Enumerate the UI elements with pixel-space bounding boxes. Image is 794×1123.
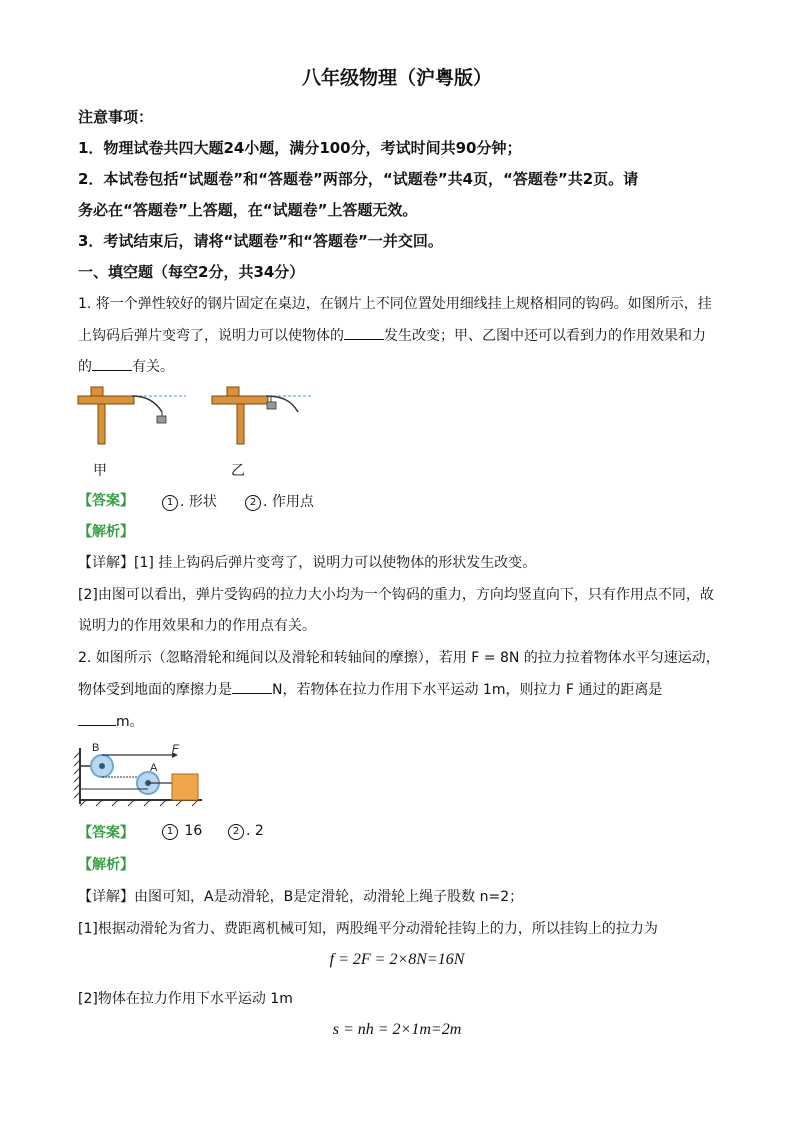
q1-line-1: 1. 将一个弹性较好的钢片固定在桌边，在钢片上不同位置处用细线挂上规格相同的钩码。如图所示，挂 xyxy=(78,296,712,312)
q2-equation-2: s = nh = 2×1m=2m xyxy=(332,1021,462,1038)
q2-line-3 xyxy=(78,711,144,731)
q1-figure-label-jia: 甲 xyxy=(93,463,107,479)
q1-answer-2-num: 2 xyxy=(245,495,261,511)
q2-figure-label-a: A xyxy=(150,762,158,774)
notes-item-2a: 2．本试卷包括“试题卷”和“答题卷”两部分，“试题卷”共4页，“答题卷”共2页。请 xyxy=(78,170,639,188)
q1-line-3b: 有关。 xyxy=(132,359,174,375)
q1-figure-jia xyxy=(78,387,186,444)
q1-answer-2: 2 . 作用点 xyxy=(245,491,314,511)
q2-answer-2: 2 . 2 xyxy=(228,823,264,840)
page-title: 八年级物理（沪粤版） xyxy=(301,67,492,89)
q2-answer-1-text: 16 xyxy=(184,823,203,839)
notes-item-3: 3．考试结束后，请将“试题卷”和“答题卷”一并交回。 xyxy=(78,232,443,250)
q2-equation-1: f = 2F = 2×8N=16N xyxy=(329,951,465,968)
notes-item-2b: 务必在“答题卷”上答题，在“试题卷”上答题无效。 xyxy=(78,201,418,219)
q2-answer-label: 【答案】 xyxy=(78,825,134,841)
q2-line-1: 2. 如图所示（忽略滑轮和绳间以及滑轮和转轴间的摩擦），若用 F = 8N 的拉力拉着物体水平匀速运动， xyxy=(78,650,720,666)
q2-answer-1 xyxy=(162,823,202,840)
q2-figure-label-b: B xyxy=(92,742,100,754)
q2-line-2b: N，若物体在拉力作用下水平运动 1m，则拉力 F 通过的距离是 xyxy=(272,682,663,698)
q1-blank-1 xyxy=(344,339,384,340)
q2-blank-2 xyxy=(78,725,116,726)
q2-answer-1-num: 1 xyxy=(162,824,178,840)
q2-analysis-label: 【解析】 xyxy=(78,857,134,873)
q1-detail-1: 【详解】[1] 挂上钩码后弹片变弯了，说明力可以使物体的形状发生改变。 xyxy=(78,555,537,571)
q2-answer-2-num: 2 xyxy=(228,824,244,840)
q1-answer-1-num: 1 xyxy=(162,495,178,511)
q2-answer-2-text: 2 xyxy=(254,823,264,839)
notes-heading: 注意事项： xyxy=(78,108,154,126)
q1-line-3 xyxy=(78,356,174,376)
q1-line-3a: 的 xyxy=(78,359,92,375)
q1-figure-label-yi: 乙 xyxy=(231,463,245,479)
q1-answer-label: 【答案】 xyxy=(78,493,134,509)
q1-line-2 xyxy=(78,325,706,345)
q2-line-2a: 物体受到地面的摩擦力是 xyxy=(78,682,232,698)
q1-answer-1: 1 . 形状 xyxy=(162,491,217,511)
q1-detail-2b: 说明力的作用效果和力的作用点有关。 xyxy=(78,618,316,634)
q2-pulley-figure xyxy=(72,738,212,808)
q1-answer-2-text: 作用点 xyxy=(271,494,314,510)
q2-detail-2: [2]物体在拉力作用下水平运动 1m xyxy=(78,991,293,1007)
q1-figure xyxy=(76,382,316,448)
q2-line-3-text: m。 xyxy=(116,714,144,730)
q2-detail-1: [1]根据动滑轮为省力、费距离机械可知，两股绳平分动滑轮挂钩上的力，所以挂钩上的拉力为 xyxy=(78,921,658,937)
q1-detail-2a: [2]由图可以看出，弹片受钩码的拉力大小均为一个钩码的重力，方向均竖直向下，只有作用点不同，故 xyxy=(78,587,714,603)
q2-line-2 xyxy=(78,679,662,699)
q1-figure-yi xyxy=(212,387,312,444)
q1-blank-2 xyxy=(92,370,132,371)
q1-analysis-label: 【解析】 xyxy=(78,524,134,540)
q1-answer-1-text: 形状 xyxy=(188,494,217,510)
q1-line-2a: 上钩码后弹片变弯了，说明力可以使物体的 xyxy=(78,328,344,344)
q1-line-2b: 发生改变；甲、乙图中还可以看到力的作用效果和力 xyxy=(384,328,706,344)
q2-figure-label-f: F xyxy=(172,743,179,755)
q2-detail-0: 【详解】由图可知，A是动滑轮，B是定滑轮，动滑轮上绳子股数 n=2； xyxy=(78,889,524,905)
section-1-heading: 一、填空题（每空2分，共34分） xyxy=(78,263,305,281)
notes-item-1: 1．物理试卷共四大题24小题，满分100分，考试时间共90分钟； xyxy=(78,139,522,157)
q2-blank-1 xyxy=(232,693,272,694)
